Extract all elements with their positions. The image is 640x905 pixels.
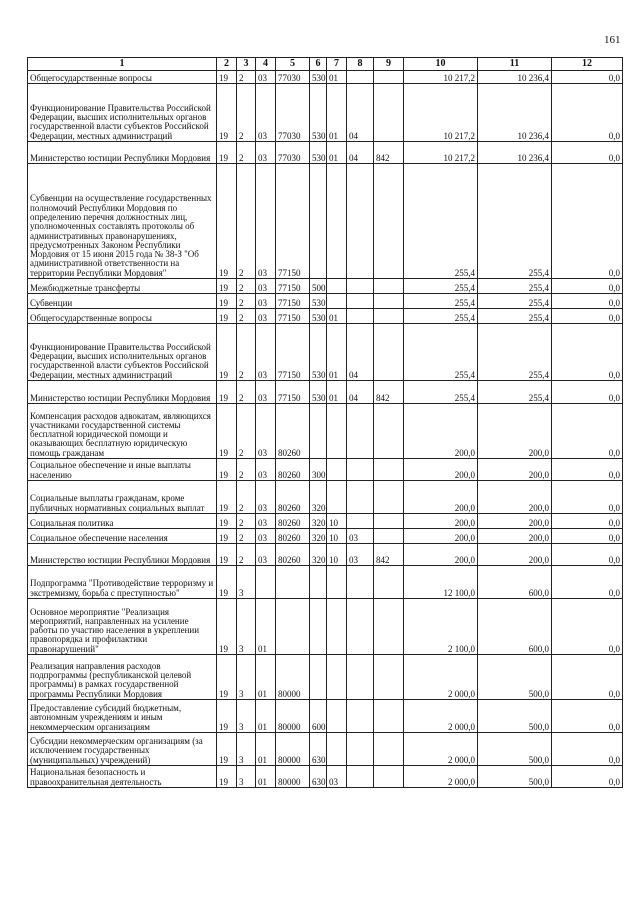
- cell-code-gp: 19: [217, 381, 237, 404]
- cell-code-direction: 77150: [276, 294, 310, 309]
- cell-code-om: 03: [256, 164, 276, 279]
- cell-code-om: 03: [256, 514, 276, 529]
- cell-code-rz: 01: [327, 309, 347, 324]
- cell-amount-col-10: 255,4: [404, 324, 478, 381]
- cell-code-gp: 19: [217, 164, 237, 279]
- cell-code-grbs: [374, 599, 404, 655]
- cell-amount-col-12: 0,0: [552, 142, 623, 164]
- cell-code-pr: [347, 71, 374, 84]
- cell-code-direction: 80260: [276, 459, 310, 481]
- table-row: [28, 599, 623, 655]
- cell-code-grbs: 842: [374, 381, 404, 404]
- cell-amount-col-10: 200,0: [404, 404, 478, 459]
- cell-amount-col-10: 200,0: [404, 544, 478, 566]
- cell-amount-col-12: 0,0: [552, 700, 623, 733]
- cell-amount-col-12: 0,0: [552, 459, 623, 481]
- cell-amount-col-12: 0,0: [552, 481, 623, 514]
- cell-code-grbs: [374, 279, 404, 294]
- cell-amount-col-10: 2 000,0: [404, 733, 478, 766]
- cell-code-om: 03: [256, 481, 276, 514]
- cell-name: Министерство юстиции Республики Мордовия: [28, 544, 217, 566]
- column-header-9: 9: [374, 58, 404, 71]
- cell-code-rz: 01: [327, 324, 347, 381]
- cell-code-pr: [347, 164, 374, 279]
- cell-amount-col-11: 255,4: [478, 309, 552, 324]
- cell-code-om: 03: [256, 404, 276, 459]
- cell-code-pr: [347, 294, 374, 309]
- column-header-12: 12: [552, 58, 623, 71]
- table-row: [28, 404, 623, 459]
- cell-amount-col-11: 200,0: [478, 514, 552, 529]
- table-row: [28, 309, 623, 324]
- cell-amount-col-11: 255,4: [478, 294, 552, 309]
- cell-amount-col-10: 10 217,2: [404, 84, 478, 142]
- cell-name: Министерство юстиции Республики Мордовия: [28, 381, 217, 404]
- cell-code-direction: 80260: [276, 481, 310, 514]
- cell-amount-col-10: 200,0: [404, 529, 478, 544]
- cell-code-rz: 03: [327, 766, 347, 788]
- cell-code-pp: 2: [237, 514, 256, 529]
- cell-code-pr: [347, 481, 374, 514]
- cell-code-vr: 500: [310, 279, 327, 294]
- cell-code-direction: 77030: [276, 84, 310, 142]
- cell-code-pr: [347, 404, 374, 459]
- column-header-7: 7: [327, 58, 347, 71]
- cell-code-pp: 2: [237, 324, 256, 381]
- cell-amount-col-10: 2 000,0: [404, 655, 478, 700]
- cell-code-direction: 77150: [276, 309, 310, 324]
- cell-name: Социальное обеспечение населения: [28, 529, 217, 544]
- cell-code-pr: [347, 766, 374, 788]
- cell-code-gp: 19: [217, 71, 237, 84]
- table-row: [28, 324, 623, 381]
- cell-code-vr: 530: [310, 142, 327, 164]
- cell-amount-col-11: 200,0: [478, 544, 552, 566]
- cell-code-gp: 19: [217, 279, 237, 294]
- cell-code-pp: 2: [237, 529, 256, 544]
- cell-code-rz: 10: [327, 514, 347, 529]
- cell-code-pr: 04: [347, 142, 374, 164]
- cell-code-rz: 10: [327, 529, 347, 544]
- cell-code-om: 03: [256, 459, 276, 481]
- cell-code-vr: 320: [310, 529, 327, 544]
- column-header-6: 6: [310, 58, 327, 71]
- cell-code-direction: 77030: [276, 71, 310, 84]
- cell-code-gp: 19: [217, 142, 237, 164]
- cell-code-rz: [327, 700, 347, 733]
- cell-name: Социальные выплаты гражданам, кроме публичных нормативных социальных выплат: [28, 481, 217, 514]
- cell-code-grbs: 842: [374, 142, 404, 164]
- cell-code-rz: [327, 733, 347, 766]
- cell-code-om: 03: [256, 381, 276, 404]
- cell-amount-col-10: 255,4: [404, 309, 478, 324]
- table-row: [28, 71, 623, 84]
- cell-code-direction: 77150: [276, 279, 310, 294]
- cell-name: Реализация направления расходов подпрограммы (республиканской целевой программы) в рамках государственной программы Республики Мордовия: [28, 655, 217, 700]
- cell-code-vr: 530: [310, 71, 327, 84]
- cell-code-rz: 01: [327, 84, 347, 142]
- cell-code-rz: [327, 599, 347, 655]
- cell-name: Субсидии некоммерческим организациям (за исключением государственных (муниципальных) учреждений): [28, 733, 217, 766]
- cell-code-grbs: [374, 84, 404, 142]
- cell-name: Субвенции на осуществление государственных полномочий Республики Мордовия по определению перечня должностных лиц, уполномоченных составлять протоколы об административных правонарушениях, предусмотренных Законом Республики Мордовия от 15 июня 2015 года № 38-З "Об административной ответственности на территории Республики Мордовия": [28, 164, 217, 279]
- cell-code-pr: [347, 599, 374, 655]
- cell-name: Функционирование Правительства Российской Федерации, высших исполнительных органов государственной власти субъектов Российской Федерации, местных администраций: [28, 324, 217, 381]
- cell-code-direction: 80260: [276, 544, 310, 566]
- cell-amount-col-11: 200,0: [478, 459, 552, 481]
- cell-code-vr: [310, 566, 327, 599]
- cell-code-vr: [310, 164, 327, 279]
- cell-code-pp: 2: [237, 381, 256, 404]
- cell-code-om: 01: [256, 700, 276, 733]
- cell-code-pp: 3: [237, 655, 256, 700]
- cell-amount-col-11: 200,0: [478, 481, 552, 514]
- cell-code-vr: 600: [310, 700, 327, 733]
- cell-code-vr: 530: [310, 84, 327, 142]
- cell-code-grbs: [374, 71, 404, 84]
- cell-code-gp: 19: [217, 309, 237, 324]
- cell-code-om: 01: [256, 655, 276, 700]
- cell-code-pp: 2: [237, 481, 256, 514]
- cell-code-vr: 530: [310, 309, 327, 324]
- cell-code-pp: 3: [237, 700, 256, 733]
- cell-code-pp: 2: [237, 309, 256, 324]
- cell-code-direction: 80000: [276, 766, 310, 788]
- cell-name: Национальная безопасность и правоохранительная деятельность: [28, 766, 217, 788]
- cell-code-vr: [310, 655, 327, 700]
- cell-code-om: 03: [256, 324, 276, 381]
- cell-amount-col-12: 0,0: [552, 324, 623, 381]
- cell-amount-col-10: 2 000,0: [404, 766, 478, 788]
- cell-code-pp: 2: [237, 71, 256, 84]
- cell-code-rz: [327, 404, 347, 459]
- page-number: 161: [604, 34, 621, 46]
- cell-amount-col-12: 0,0: [552, 404, 623, 459]
- cell-code-pr: 04: [347, 84, 374, 142]
- cell-amount-col-10: 2 000,0: [404, 700, 478, 733]
- cell-code-pr: [347, 733, 374, 766]
- cell-code-rz: [327, 459, 347, 481]
- cell-code-pp: 2: [237, 164, 256, 279]
- cell-amount-col-11: 500,0: [478, 733, 552, 766]
- cell-code-pr: [347, 514, 374, 529]
- cell-code-grbs: [374, 733, 404, 766]
- cell-code-rz: 10: [327, 544, 347, 566]
- table-row: [28, 164, 623, 279]
- cell-name: Межбюджетные трансферты: [28, 279, 217, 294]
- cell-amount-col-10: 255,4: [404, 279, 478, 294]
- cell-amount-col-10: 200,0: [404, 481, 478, 514]
- cell-amount-col-10: 255,4: [404, 381, 478, 404]
- cell-code-grbs: [374, 481, 404, 514]
- cell-code-gp: 19: [217, 529, 237, 544]
- cell-code-grbs: [374, 655, 404, 700]
- cell-code-pp: 2: [237, 544, 256, 566]
- cell-amount-col-11: 500,0: [478, 655, 552, 700]
- cell-name: Общегосударственные вопросы: [28, 71, 217, 84]
- cell-code-gp: 19: [217, 84, 237, 142]
- cell-code-grbs: [374, 700, 404, 733]
- cell-code-vr: [310, 404, 327, 459]
- column-header-10: 10: [404, 58, 478, 71]
- cell-amount-col-12: 0,0: [552, 529, 623, 544]
- cell-amount-col-10: 10 217,2: [404, 71, 478, 84]
- table-row: [28, 84, 623, 142]
- column-header-5: 5: [276, 58, 310, 71]
- cell-amount-col-11: 10 236,4: [478, 84, 552, 142]
- cell-amount-col-12: 0,0: [552, 294, 623, 309]
- cell-code-pp: 3: [237, 766, 256, 788]
- cell-code-grbs: [374, 514, 404, 529]
- cell-code-om: 03: [256, 544, 276, 566]
- table-row: [28, 142, 623, 164]
- cell-code-direction: 80260: [276, 529, 310, 544]
- cell-code-pp: 2: [237, 84, 256, 142]
- cell-amount-col-11: 500,0: [478, 700, 552, 733]
- cell-code-om: 01: [256, 733, 276, 766]
- cell-code-rz: [327, 566, 347, 599]
- cell-code-pr: [347, 279, 374, 294]
- cell-code-vr: 320: [310, 514, 327, 529]
- cell-amount-col-12: 0,0: [552, 381, 623, 404]
- cell-code-direction: 77030: [276, 142, 310, 164]
- cell-amount-col-10: 12 100,0: [404, 566, 478, 599]
- cell-code-gp: 19: [217, 459, 237, 481]
- budget-table: [27, 57, 623, 788]
- cell-code-vr: 530: [310, 324, 327, 381]
- cell-code-pp: 3: [237, 566, 256, 599]
- cell-amount-col-10: 200,0: [404, 459, 478, 481]
- cell-name: Предоставление субсидий бюджетным, автономным учреждениям и иным некоммерческим организациям: [28, 700, 217, 733]
- cell-code-om: 03: [256, 294, 276, 309]
- table-row: [28, 544, 623, 566]
- header-row: [28, 58, 623, 71]
- cell-amount-col-11: 500,0: [478, 766, 552, 788]
- cell-code-vr: 320: [310, 481, 327, 514]
- cell-code-gp: 19: [217, 700, 237, 733]
- cell-code-grbs: [374, 529, 404, 544]
- cell-code-grbs: [374, 309, 404, 324]
- cell-code-direction: [276, 599, 310, 655]
- cell-code-grbs: [374, 766, 404, 788]
- cell-amount-col-12: 0,0: [552, 164, 623, 279]
- cell-code-rz: [327, 655, 347, 700]
- cell-code-direction: 80000: [276, 700, 310, 733]
- cell-code-pp: 3: [237, 599, 256, 655]
- cell-code-vr: 530: [310, 294, 327, 309]
- cell-amount-col-10: 255,4: [404, 294, 478, 309]
- cell-amount-col-12: 0,0: [552, 655, 623, 700]
- cell-code-grbs: [374, 324, 404, 381]
- cell-name: Компенсация расходов адвокатам, являющихся участниками государственной системы бесплатной юридической помощи и оказывающих бесплатную юридическую помощь гражданам: [28, 404, 217, 459]
- cell-code-om: [256, 566, 276, 599]
- cell-amount-col-12: 0,0: [552, 279, 623, 294]
- cell-amount-col-11: 10 236,4: [478, 142, 552, 164]
- cell-code-vr: 320: [310, 544, 327, 566]
- table-row: [28, 481, 623, 514]
- cell-amount-col-11: 200,0: [478, 404, 552, 459]
- cell-amount-col-11: 600,0: [478, 566, 552, 599]
- table-row: [28, 381, 623, 404]
- cell-amount-col-10: 2 100,0: [404, 599, 478, 655]
- cell-name: Функционирование Правительства Российской Федерации, высших исполнительных органов государственной власти субъектов Российской Федерации, местных администраций: [28, 84, 217, 142]
- cell-code-direction: 80260: [276, 514, 310, 529]
- cell-code-pp: 2: [237, 142, 256, 164]
- cell-code-vr: 630: [310, 733, 327, 766]
- cell-amount-col-12: 0,0: [552, 71, 623, 84]
- cell-amount-col-11: 255,4: [478, 381, 552, 404]
- cell-name: Социальная политика: [28, 514, 217, 529]
- cell-code-gp: 19: [217, 514, 237, 529]
- cell-code-pr: [347, 700, 374, 733]
- cell-amount-col-12: 0,0: [552, 566, 623, 599]
- cell-code-pr: [347, 459, 374, 481]
- cell-code-gp: 19: [217, 544, 237, 566]
- cell-code-grbs: [374, 404, 404, 459]
- table-row: [28, 733, 623, 766]
- cell-code-om: 03: [256, 279, 276, 294]
- cell-code-grbs: 842: [374, 544, 404, 566]
- cell-name: Подпрограмма "Противодействие терроризму и экстремизму, борьба с преступностью": [28, 566, 217, 599]
- cell-name: Министерство юстиции Республики Мордовия: [28, 142, 217, 164]
- column-header-4: 4: [256, 58, 276, 71]
- cell-code-pp: 2: [237, 279, 256, 294]
- cell-code-grbs: [374, 294, 404, 309]
- cell-code-gp: 19: [217, 481, 237, 514]
- cell-amount-col-12: 0,0: [552, 544, 623, 566]
- cell-amount-col-11: 255,4: [478, 324, 552, 381]
- cell-code-grbs: [374, 459, 404, 481]
- cell-code-gp: 19: [217, 655, 237, 700]
- table-row: [28, 566, 623, 599]
- cell-code-gp: 19: [217, 566, 237, 599]
- cell-code-pp: 2: [237, 404, 256, 459]
- cell-code-pp: 2: [237, 459, 256, 481]
- cell-code-gp: 19: [217, 324, 237, 381]
- cell-amount-col-12: 0,0: [552, 599, 623, 655]
- cell-amount-col-12: 0,0: [552, 766, 623, 788]
- cell-code-vr: 300: [310, 459, 327, 481]
- table-row: [28, 700, 623, 733]
- column-header-2: 2: [217, 58, 237, 71]
- table-row: [28, 514, 623, 529]
- cell-name: Социальное обеспечение и иные выплаты населению: [28, 459, 217, 481]
- cell-code-direction: 80000: [276, 655, 310, 700]
- cell-code-om: 03: [256, 529, 276, 544]
- cell-code-pr: [347, 309, 374, 324]
- cell-code-om: 03: [256, 84, 276, 142]
- cell-code-gp: 19: [217, 294, 237, 309]
- cell-code-rz: 01: [327, 381, 347, 404]
- cell-code-direction: 77150: [276, 381, 310, 404]
- cell-code-rz: [327, 164, 347, 279]
- cell-code-direction: 77150: [276, 164, 310, 279]
- cell-name: Общегосударственные вопросы: [28, 309, 217, 324]
- cell-code-gp: 19: [217, 733, 237, 766]
- cell-code-pr: 04: [347, 381, 374, 404]
- cell-amount-col-12: 0,0: [552, 309, 623, 324]
- cell-code-pp: 3: [237, 733, 256, 766]
- cell-code-pr: [347, 655, 374, 700]
- cell-code-om: 01: [256, 766, 276, 788]
- cell-code-vr: [310, 599, 327, 655]
- cell-code-gp: 19: [217, 766, 237, 788]
- cell-code-direction: 80000: [276, 733, 310, 766]
- cell-code-om: 03: [256, 309, 276, 324]
- cell-code-rz: [327, 294, 347, 309]
- cell-code-gp: 19: [217, 404, 237, 459]
- column-header-8: 8: [347, 58, 374, 71]
- cell-code-pr: 03: [347, 529, 374, 544]
- cell-amount-col-10: 255,4: [404, 164, 478, 279]
- cell-code-vr: 530: [310, 381, 327, 404]
- cell-code-rz: [327, 279, 347, 294]
- cell-code-grbs: [374, 566, 404, 599]
- cell-amount-col-10: 200,0: [404, 514, 478, 529]
- cell-code-rz: [327, 481, 347, 514]
- table-row: [28, 529, 623, 544]
- cell-amount-col-11: 10 236,4: [478, 71, 552, 84]
- column-header-11: 11: [478, 58, 552, 71]
- cell-amount-col-11: 255,4: [478, 164, 552, 279]
- cell-code-om: 03: [256, 142, 276, 164]
- cell-code-om: 01: [256, 599, 276, 655]
- cell-code-rz: 01: [327, 142, 347, 164]
- cell-code-grbs: [374, 164, 404, 279]
- cell-code-rz: 01: [327, 71, 347, 84]
- cell-code-om: 03: [256, 71, 276, 84]
- cell-amount-col-11: 600,0: [478, 599, 552, 655]
- cell-amount-col-11: 200,0: [478, 529, 552, 544]
- cell-amount-col-12: 0,0: [552, 514, 623, 529]
- cell-code-direction: [276, 566, 310, 599]
- table-row: [28, 279, 623, 294]
- cell-code-direction: 77150: [276, 324, 310, 381]
- cell-code-pr: 03: [347, 544, 374, 566]
- table-row: [28, 766, 623, 788]
- cell-code-pr: 04: [347, 324, 374, 381]
- cell-amount-col-11: 255,4: [478, 279, 552, 294]
- cell-code-pr: [347, 566, 374, 599]
- cell-code-vr: 630: [310, 766, 327, 788]
- column-header-1: 1: [28, 58, 217, 71]
- cell-name: Основное мероприятие "Реализация мероприятий, направленных на усиление работы по участию населения в укреплении правопорядка и профилактики правонарушений": [28, 599, 217, 655]
- cell-name: Субвенции: [28, 294, 217, 309]
- cell-amount-col-12: 0,0: [552, 84, 623, 142]
- cell-amount-col-10: 10 217,2: [404, 142, 478, 164]
- cell-code-pp: 2: [237, 294, 256, 309]
- cell-code-direction: 80260: [276, 404, 310, 459]
- column-header-3: 3: [237, 58, 256, 71]
- table-row: [28, 459, 623, 481]
- table-row: [28, 655, 623, 700]
- table-row: [28, 294, 623, 309]
- cell-code-gp: 19: [217, 599, 237, 655]
- cell-amount-col-12: 0,0: [552, 733, 623, 766]
